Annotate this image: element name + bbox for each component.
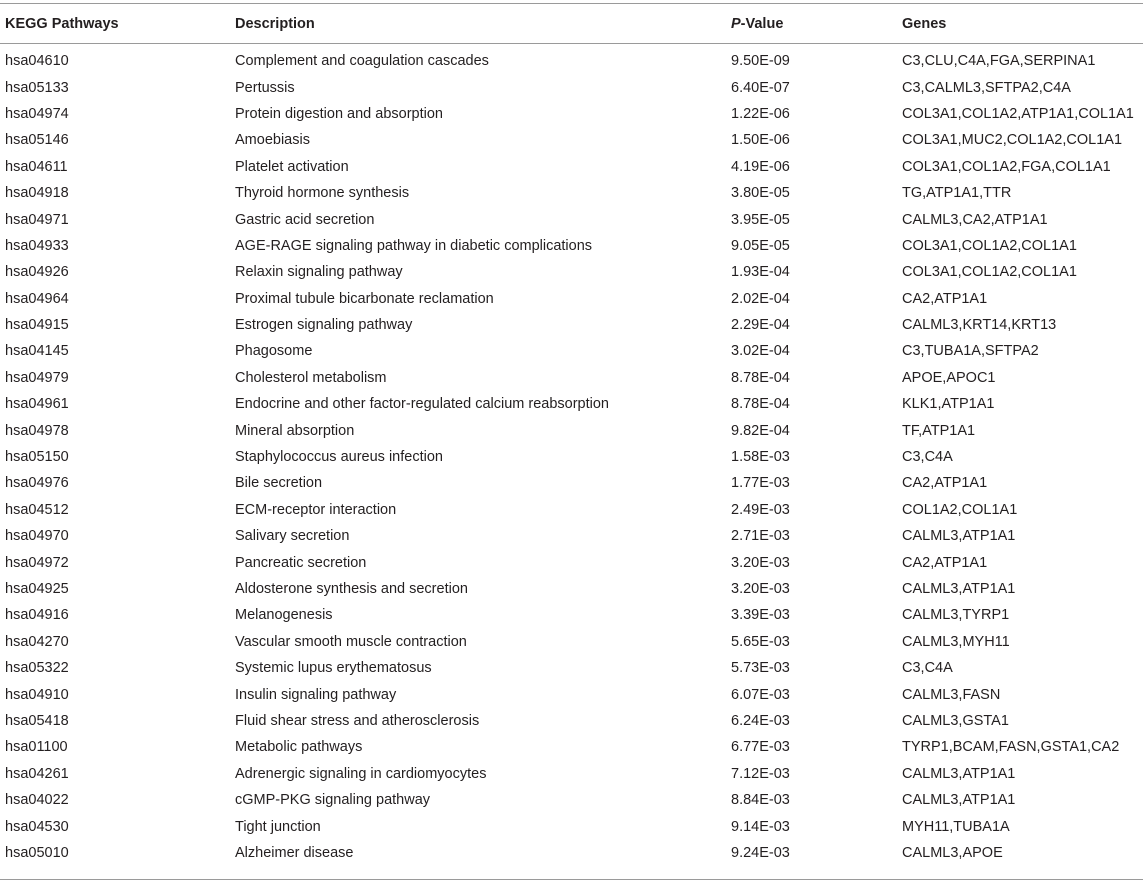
cell-description: Proximal tubule bicarbonate reclamation (235, 290, 494, 307)
cell-description: Melanogenesis (235, 607, 333, 624)
cell-p-value: 3.95E-05 (731, 211, 790, 228)
table-bottom-rule (0, 879, 1143, 880)
cell-genes: CALML3,ATP1A1 (902, 528, 1016, 545)
cell-pathway-id: hsa04530 (5, 818, 69, 835)
cell-genes: CALML3,GSTA1 (902, 712, 1009, 729)
cell-genes: C3,CLU,C4A,FGA,SERPINA1 (902, 53, 1096, 70)
table-row (0, 233, 1143, 259)
cell-genes: C3,TUBA1A,SFTPA2 (902, 343, 1039, 360)
cell-p-value: 3.20E-03 (731, 581, 790, 597)
cell-genes: CA2,ATP1A1 (902, 290, 988, 307)
table-row (0, 576, 1143, 602)
cell-description: Gastric acid secretion (235, 211, 375, 228)
cell-p-value: 9.50E-09 (731, 53, 790, 70)
cell-p-value: 7.12E-03 (731, 765, 790, 782)
cell-description: Aldosterone synthesis and secretion (235, 581, 468, 597)
cell-pathway-id: hsa05146 (5, 132, 69, 149)
cell-genes: MYH11,TUBA1A (902, 818, 1010, 835)
cell-pathway-id: hsa04610 (5, 53, 69, 70)
cell-description: cGMP-PKG signaling pathway (235, 792, 431, 809)
cell-description: Complement and coagulation cascades (235, 53, 489, 70)
cell-description: Phagosome (235, 343, 313, 360)
cell-genes: KLK1,ATP1A1 (902, 396, 995, 413)
cell-pathway-id: hsa04145 (5, 343, 69, 360)
cell-pathway-id: hsa04979 (5, 369, 69, 386)
table-row (0, 312, 1143, 338)
cell-p-value: 5.73E-03 (731, 660, 790, 677)
cell-pathway-id: hsa04925 (5, 581, 69, 597)
cell-description: Salivary secretion (235, 528, 350, 545)
cell-description: Bile secretion (235, 475, 323, 492)
cell-description: Cholesterol metabolism (235, 369, 387, 386)
cell-p-value: 4.19E-06 (731, 158, 790, 175)
cell-genes: COL3A1,COL1A2,COL1A1 (902, 237, 1077, 254)
cell-pathway-id: hsa04261 (5, 765, 69, 782)
table-row (0, 734, 1143, 760)
cell-p-value: 3.80E-05 (731, 185, 790, 202)
cell-description: Insulin signaling pathway (235, 686, 397, 703)
table-row (0, 444, 1143, 470)
table-row (0, 101, 1143, 127)
header-p-value (726, 4, 897, 44)
table-row (0, 470, 1143, 496)
cell-genes: C3,C4A (902, 449, 953, 466)
header-row (0, 4, 1143, 44)
cell-genes: CALML3,TYRP1 (902, 607, 1010, 624)
cell-genes: CALML3,FASN (902, 686, 1001, 703)
cell-pathway-id: hsa05322 (5, 660, 69, 677)
cell-pathway-id: hsa04978 (5, 422, 69, 439)
table-row (0, 497, 1143, 523)
cell-pathway-id: hsa04970 (5, 528, 69, 545)
cell-p-value: 6.07E-03 (731, 686, 790, 703)
cell-genes: CALML3,ATP1A1 (902, 792, 1016, 809)
cell-description: Relaxin signaling pathway (235, 264, 403, 281)
table-row (0, 127, 1143, 153)
cell-genes: CALML3,ATP1A1 (902, 581, 1016, 597)
cell-genes: C3,C4A (902, 660, 953, 677)
cell-genes: CA2,ATP1A1 (902, 475, 988, 492)
table-row (0, 787, 1143, 813)
cell-description: Metabolic pathways (235, 739, 363, 756)
cell-description: Systemic lupus erythematosus (235, 660, 432, 677)
cell-genes: TYRP1,BCAM,FASN,GSTA1,CA2 (902, 739, 1120, 756)
cell-description: Platelet activation (235, 158, 349, 175)
table-header (0, 4, 1143, 44)
table-row (0, 629, 1143, 655)
cell-p-value: 9.24E-03 (731, 844, 790, 861)
cell-pathway-id: hsa04972 (5, 554, 69, 571)
cell-p-value: 6.24E-03 (731, 712, 790, 729)
table-row (0, 154, 1143, 180)
cell-p-value: 6.77E-03 (731, 739, 790, 756)
cell-p-value: 1.77E-03 (731, 475, 790, 492)
cell-p-value: 2.49E-03 (731, 501, 790, 518)
table-row (0, 391, 1143, 417)
table-row (0, 840, 1143, 866)
cell-pathway-id: hsa05418 (5, 712, 69, 729)
cell-genes: TG,ATP1A1,TTR (902, 185, 1012, 202)
cell-description: Amoebiasis (235, 132, 310, 149)
cell-pathway-id: hsa05133 (5, 79, 69, 96)
cell-pathway-id: hsa04971 (5, 211, 69, 228)
table-row (0, 74, 1143, 100)
cell-pathway-id: hsa04270 (5, 633, 69, 650)
table-row (0, 365, 1143, 391)
cell-genes: CALML3,ATP1A1 (902, 765, 1016, 782)
cell-genes: APOE,APOC1 (902, 369, 996, 386)
cell-description: Tight junction (235, 818, 321, 835)
cell-pathway-id: hsa04910 (5, 686, 69, 703)
cell-p-value: 1.93E-04 (731, 264, 790, 281)
cell-pathway-id: hsa04022 (5, 792, 69, 809)
cell-p-value: 1.22E-06 (731, 105, 790, 122)
table-row (0, 180, 1143, 206)
cell-description: Pancreatic secretion (235, 554, 367, 571)
cell-p-value: 3.20E-03 (731, 554, 790, 571)
cell-genes: TF,ATP1A1 (902, 422, 976, 439)
table-row (0, 523, 1143, 549)
cell-p-value: 2.71E-03 (731, 528, 790, 545)
cell-description: Alzheimer disease (235, 844, 354, 861)
cell-pathway-id: hsa05010 (5, 844, 69, 861)
cell-genes: CALML3,APOE (902, 844, 1003, 861)
table-row (0, 549, 1143, 575)
cell-pathway-id: hsa04933 (5, 237, 69, 254)
cell-description: Adrenergic signaling in cardiomyocytes (235, 765, 487, 782)
table-row (0, 286, 1143, 312)
cell-description: Estrogen signaling pathway (235, 317, 413, 334)
kegg-pathway-table (0, 3, 1143, 866)
cell-genes: CALML3,CA2,ATP1A1 (902, 211, 1048, 228)
cell-pathway-id: hsa04918 (5, 185, 69, 202)
cell-description: Thyroid hormone synthesis (235, 185, 410, 202)
cell-description: AGE-RAGE signaling pathway in diabetic complications (235, 237, 593, 254)
cell-p-value: 8.84E-03 (731, 792, 790, 809)
cell-p-value: 9.05E-05 (731, 237, 790, 254)
cell-genes: COL3A1,COL1A2,COL1A1 (902, 264, 1077, 281)
table-row (0, 44, 1143, 75)
cell-description: Protein digestion and absorption (235, 105, 443, 122)
cell-genes: CALML3,KRT14,KRT13 (902, 317, 1057, 334)
cell-pathway-id: hsa04915 (5, 317, 69, 334)
cell-p-value: 9.82E-04 (731, 422, 790, 439)
table-row (0, 708, 1143, 734)
cell-description: Endocrine and other factor-regulated calcium reabsorption (235, 396, 609, 413)
table-row (0, 761, 1143, 787)
cell-p-value: 8.78E-04 (731, 369, 790, 386)
table-row (0, 602, 1143, 628)
cell-p-value: 3.02E-04 (731, 343, 790, 360)
cell-description: Vascular smooth muscle contraction (235, 633, 467, 650)
header-kegg-pathways: KEGG Pathways (0, 4, 230, 44)
cell-description: ECM-receptor interaction (235, 501, 397, 518)
header-description: Description (230, 4, 726, 44)
table-body (0, 44, 1143, 867)
cell-pathway-id: hsa04926 (5, 264, 69, 281)
cell-genes: C3,CALML3,SFTPA2,C4A (902, 79, 1071, 96)
cell-genes: CA2,ATP1A1 (902, 554, 988, 571)
cell-genes: COL3A1,COL1A2,ATP1A1,COL1A1 (902, 105, 1134, 122)
cell-p-value: 1.58E-03 (731, 449, 790, 466)
header-genes: Genes (897, 4, 1143, 44)
table-row (0, 338, 1143, 364)
table-row (0, 259, 1143, 285)
table-row (0, 681, 1143, 707)
cell-pathway-id: hsa01100 (5, 739, 68, 756)
cell-genes: COL1A2,COL1A1 (902, 501, 1018, 518)
cell-description: Fluid shear stress and atherosclerosis (235, 712, 480, 729)
cell-pathway-id: hsa04964 (5, 290, 69, 307)
table-row (0, 655, 1143, 681)
cell-pathway-id: hsa04611 (5, 158, 68, 175)
cell-pathway-id: hsa04976 (5, 475, 69, 492)
cell-pathway-id: hsa04512 (5, 501, 69, 518)
cell-genes: COL3A1,MUC2,COL1A2,COL1A1 (902, 132, 1123, 149)
cell-description: Pertussis (235, 79, 295, 96)
cell-genes: COL3A1,COL1A2,FGA,COL1A1 (902, 158, 1111, 175)
cell-p-value: 6.40E-07 (731, 79, 790, 96)
cell-p-value: 2.29E-04 (731, 317, 790, 334)
cell-p-value: 2.02E-04 (731, 290, 790, 307)
cell-p-value: 9.14E-03 (731, 818, 790, 835)
cell-p-value: 5.65E-03 (731, 633, 790, 650)
table-row (0, 417, 1143, 443)
cell-pathway-id: hsa05150 (5, 449, 69, 466)
cell-pathway-id: hsa04974 (5, 105, 69, 122)
table-row (0, 813, 1143, 839)
cell-pathway-id: hsa04961 (5, 396, 69, 413)
cell-p-value: 3.39E-03 (731, 607, 790, 624)
header-p-value-rest: -Value (740, 15, 784, 32)
cell-description: Mineral absorption (235, 422, 355, 439)
cell-pathway-id: hsa04916 (5, 607, 69, 624)
cell-description: Staphylococcus aureus infection (235, 449, 443, 466)
table-row (0, 206, 1143, 232)
header-p-value-italic: P (731, 15, 741, 32)
cell-genes: CALML3,MYH11 (902, 633, 1010, 650)
cell-p-value: 1.50E-06 (731, 132, 790, 149)
cell-p-value: 8.78E-04 (731, 396, 790, 413)
